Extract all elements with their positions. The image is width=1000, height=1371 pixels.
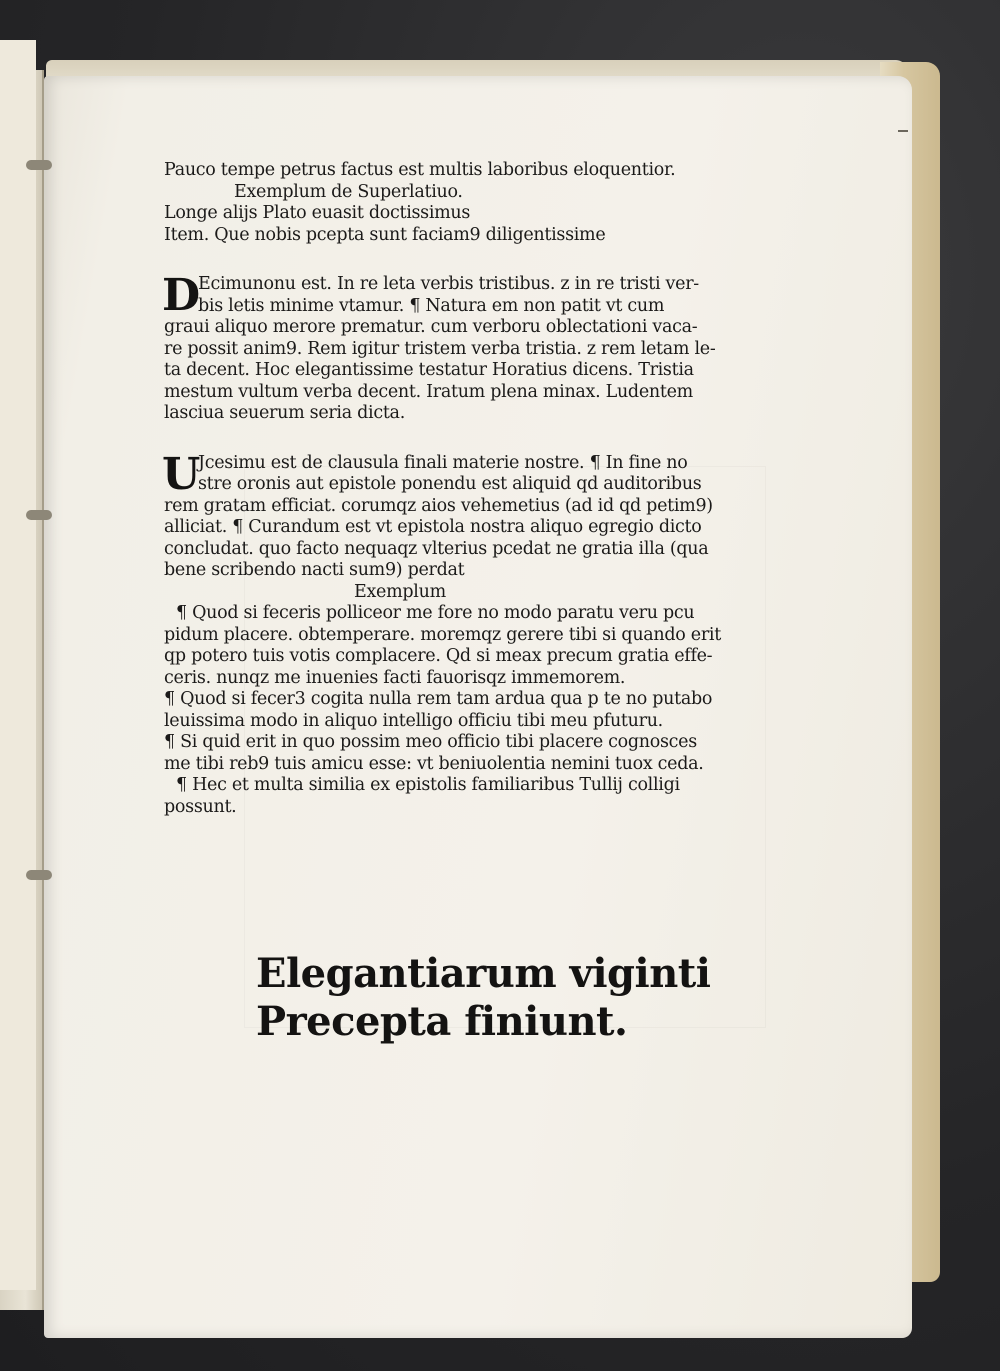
text-line: bene scribendo nacti sum9) perdat [164, 560, 465, 580]
text-line: ¶ Si quid erit in quo possim meo officio tibi placere cognosces [164, 732, 697, 752]
example-heading: Exemplum de Superlatiuo. [234, 181, 463, 202]
paragraph-vicesimum [162, 448, 764, 819]
text-line: graui aliquo merore prematur. cum verboru oblectationi vaca- [164, 317, 698, 337]
colophon-line: Precepta finiunt. [256, 998, 628, 1045]
text-line: pidum placere. obtemperare. moremqz gerere tibi si quando erit [164, 624, 721, 645]
sewing-thread-mark [26, 870, 52, 880]
text-line: ¶ Quod si fecer3 cogita nulla rem tam ardua qua p te no putabo [164, 689, 713, 709]
text-line: possunt. [164, 796, 237, 817]
text-line: Pauco tempe petrus factus est multis laboribus eloquentior. [164, 160, 676, 180]
text-line: leuissima modo in aliquo intelligo officiu tibi meu pfuturu. [164, 710, 663, 731]
drop-initial: U [162, 448, 201, 500]
drop-initial: D [162, 270, 200, 321]
sewing-thread-mark [26, 510, 52, 520]
text-line: Longe alijs Plato euasit doctissimus [164, 203, 471, 223]
text-line: ceris. nunqz me inuenies facti fauorisqz immemorem. [164, 667, 626, 688]
text-line: Ecimunonu est. In re leta verbis tristibus. z in re tristi ver- [198, 274, 699, 294]
text-line: qp potero tuis votis complacere. Qd si meax precum gratia effe- [164, 646, 713, 666]
text-line: ta decent. Hoc elegantissime testatur Horatius dicens. Tristia [164, 360, 694, 380]
text-line: mestum vultum verba decent. Iratum plena minax. Ludentem [164, 381, 693, 402]
left-page-inner [0, 40, 36, 1290]
text-line: ¶ Quod si feceris polliceor me fore no modo paratu veru pcu [176, 603, 695, 623]
example-heading: Exemplum [354, 581, 446, 602]
paragraph-decimumnonum [162, 270, 764, 425]
text-line: alliciat. ¶ Curandum est vt epistola nostra aliquo egregio dicto [164, 517, 702, 537]
text-line: ¶ Hec et multa similia ex epistolis familiaribus Tullij colligi [176, 775, 680, 795]
text-line: lasciua seuerum seria dicta. [164, 403, 405, 423]
colophon-line: Elegantiarum viginti [256, 950, 711, 997]
text-line: Jcesimu est de clausula finali materie nostre. ¶ In fine no [198, 452, 688, 473]
page-edge-tick [898, 130, 908, 132]
text-line: me tibi reb9 tuis amicu esse: vt beniuolentia nemini tuox ceda. [164, 753, 704, 774]
sewing-thread-mark [26, 160, 52, 170]
text-line: re possit anim9. Rem igitur tristem verba tristia. z rem letam le- [164, 338, 716, 359]
colophon [256, 950, 711, 1046]
text-line: bis letis minime vtamur. ¶ Natura em non patit vt cum [198, 295, 665, 316]
text-line: Item. Que nobis pcepta sunt faciam9 diligentissime [164, 224, 606, 245]
text-line: stre oronis aut epistole ponendu est aliquid qd auditoribus [198, 474, 702, 494]
main-text-block [164, 160, 764, 818]
text-line: rem gratam efficiat. corumqz aios vehemetius (ad id qd petim9) [164, 495, 713, 516]
text-line: concludat. quo facto nequaqz vlterius pcedat ne gratia illa (qua [164, 538, 709, 559]
